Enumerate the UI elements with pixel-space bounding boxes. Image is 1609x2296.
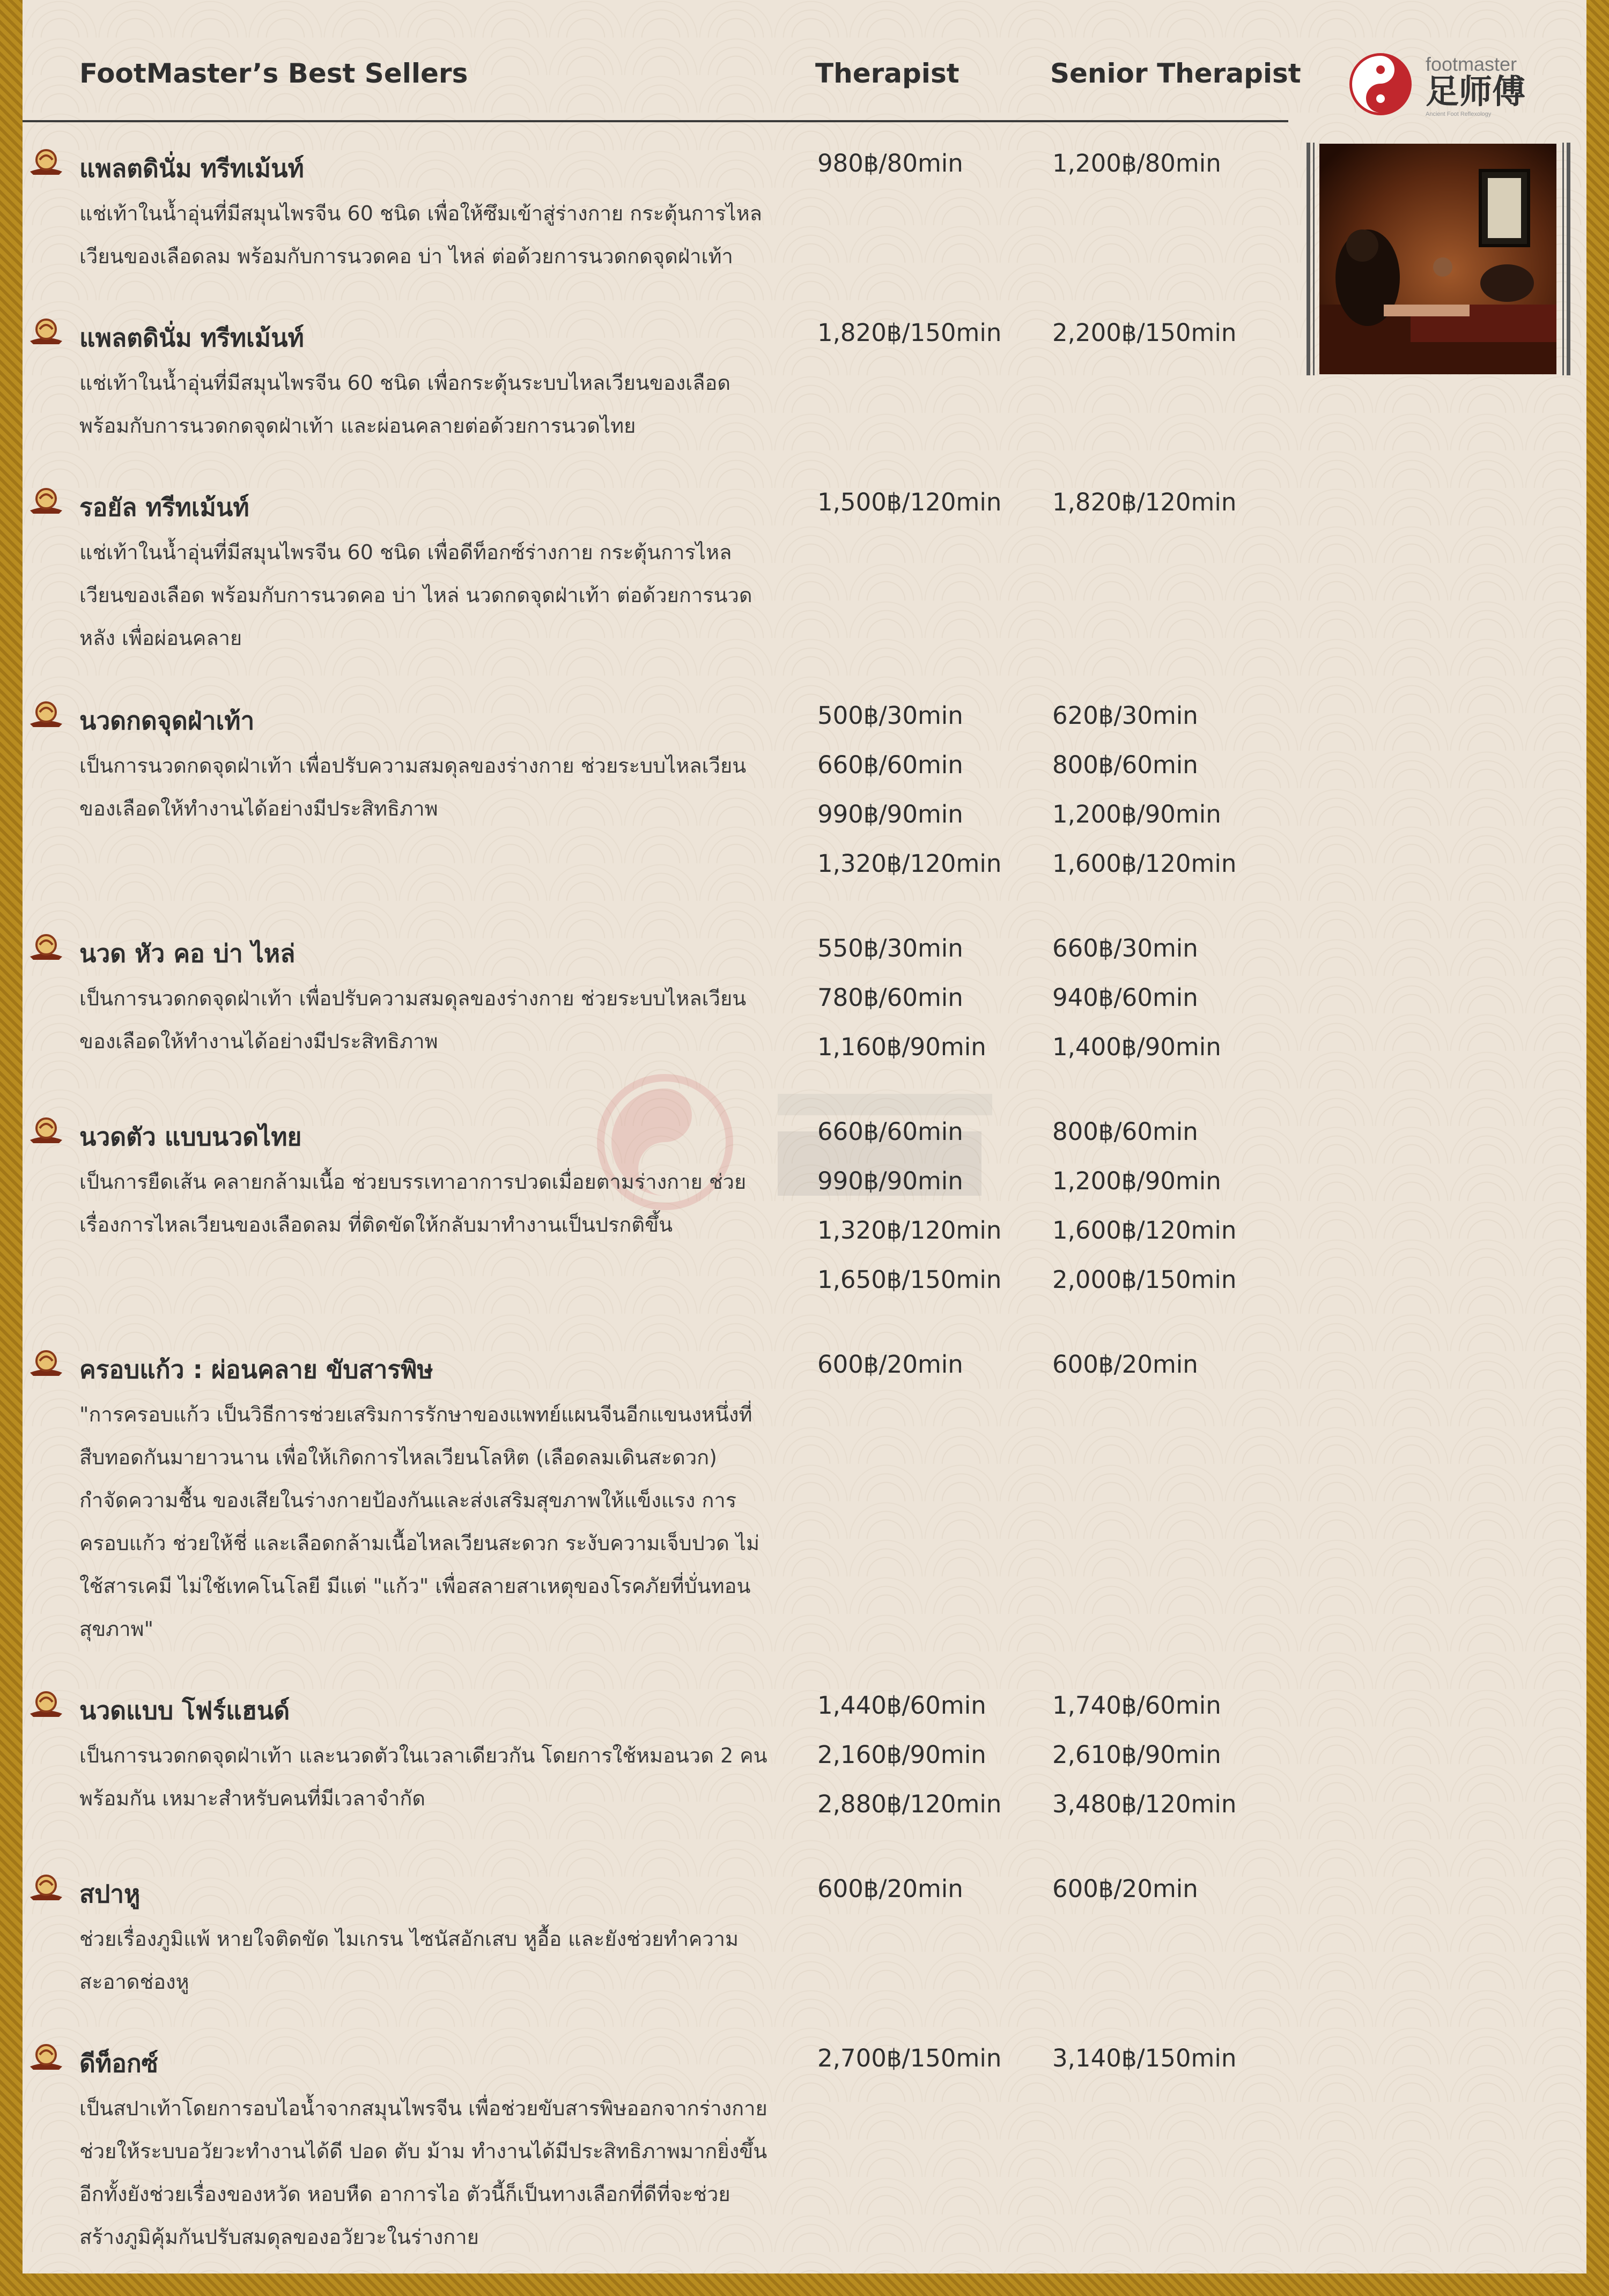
therapist-prices: 1,820฿/150min [817, 319, 1002, 347]
column-header-therapist: Therapist [815, 58, 960, 89]
treatment-description: แช่เท้าในน้ำอุ่นที่มีสมุนไพรจีน 60 ชนิด เพื่อดีท็อกซ์ร่างกาย กระตุ้นการไหล เวียนของเลือด พร้อมกับการนวดคอ บ่า ไหล่ นวดกดจุดฝ่าเท้า ต่อด้วยการนวด หลัง เพื่อผ่อนคลาย [79, 540, 752, 650]
senior-therapist-prices: 600฿/20min [1052, 1875, 1198, 1903]
therapist-prices: 600฿/20min [817, 1350, 963, 1379]
therapist-prices: 660฿/60min 990฿/90min 1,320฿/120min 1,650฿/150min [817, 1117, 1002, 1294]
senior-therapist-prices: 600฿/20min [1052, 1350, 1198, 1379]
therapist-prices: 600฿/20min [817, 1875, 963, 1903]
treatment-title: แพลตดินั่ม ทรีทเม้นท์ [79, 154, 304, 183]
treatment-title: ครอบแก้ว : ผ่อนคลาย ขับสารพิษ [79, 1355, 433, 1384]
treatment-title: ดีท็อกซ์ [79, 2049, 158, 2078]
logo-tagline: Ancient Foot Reflexology [1426, 111, 1492, 117]
treatment-description: เป็นการนวดกดจุดฝ่าเท้า เพื่อปรับความสมดุลของร่างกาย ช่วยระบบไหลเวียน ของเลือดให้ทำงานได้อย่างมีประสิทธิภาพ [79, 987, 747, 1053]
treatment-description: แช่เท้าในน้ำอุ่นที่มีสมุนไพรจีน 60 ชนิด เพื่อกระตุ้นระบบไหลเวียนของเลือด พร้อมกับการนวดกดจุดฝ่าเท้า และผ่อนคลายต่อด้วยการนวดไทย [79, 371, 731, 438]
lantern-icon [27, 1345, 65, 1377]
treatment-title: นวดแบบ โฟร์แฮนด์ [79, 1696, 290, 1725]
footmaster-logo [1347, 49, 1540, 119]
therapist-prices: 500฿/30min 660฿/60min 990฿/90min 1,320฿/120min [817, 701, 1002, 878]
logo-brand-text: footmaster [1426, 53, 1517, 75]
therapist-prices: 1,500฿/120min [817, 488, 1002, 516]
senior-therapist-prices: 620฿/30min 800฿/60min 1,200฿/90min 1,600฿/120min [1052, 701, 1237, 878]
senior-therapist-prices: 1,200฿/80min [1052, 149, 1221, 177]
lantern-icon [27, 313, 65, 345]
lantern-icon [27, 1869, 65, 1901]
lantern-icon [27, 696, 65, 728]
lantern-icon [27, 929, 65, 961]
header-divider [23, 120, 1288, 122]
senior-therapist-prices: 3,140฿/150min [1052, 2044, 1237, 2072]
page-title: FootMaster’s Best Sellers [79, 58, 468, 89]
therapist-prices: 980฿/80min [817, 149, 963, 177]
senior-therapist-prices: 660฿/30min 940฿/60min 1,400฿/90min [1052, 934, 1221, 1061]
spa-room-photo [1319, 144, 1556, 374]
lantern-icon [27, 2039, 65, 2071]
treatment-title: นวดกดจุดฝ่าเท้า [79, 706, 255, 735]
senior-therapist-prices: 1,820฿/120min [1052, 488, 1237, 516]
treatment-title: สปาหู [79, 1879, 141, 1908]
senior-therapist-prices: 2,200฿/150min [1052, 319, 1237, 347]
treatment-title: แพลตดินั่ม ทรีทเม้นท์ [79, 323, 304, 352]
column-header-senior-therapist: Senior Therapist [1050, 58, 1301, 89]
treatment-description: เป็นการนวดกดจุดฝ่าเท้า และนวดตัวในเวลาเดียวกัน โดยการใช้หมอนวด 2 คน พร้อมกัน เหมาะสำหรับคนที่มีเวลาจำกัด [79, 1744, 767, 1810]
lantern-icon [27, 483, 65, 515]
lantern-icon [27, 1112, 65, 1144]
spa-photo-frame [1307, 143, 1570, 375]
treatment-title: นวดตัว แบบนวดไทย [79, 1122, 302, 1151]
treatment-title: นวด หัว คอ บ่า ไหล่ [79, 939, 296, 968]
senior-therapist-prices: 1,740฿/60min 2,610฿/90min 3,480฿/120min [1052, 1691, 1237, 1818]
logo-chinese-text: 足师傅 [1426, 72, 1526, 111]
lantern-icon [27, 1686, 65, 1718]
treatment-description: เป็นสปาเท้าโดยการอบไอน้ำจากสมุนไพรจีน เพื่อช่วยขับสารพิษออกจากร่างกาย ช่วยให้ระบบอวัยวะทำงานได้ดี ปอด ตับ ม้าม ทำงานได้มีประสิทธิภาพมากยิ่งขึ้น อีกทั้งยังช่วยเรื่องของหวัด หอบหืด อาการไอ ตัวนี้ก็เป็นทางเลือกที่ดีที่จะช่วย สร้างภูมิคุ้มกันปรับสมดุลของอวัยวะในร่างกาย [79, 2097, 767, 2249]
treatment-description: เป็นการยืดเส้น คลายกล้ามเนื้อ ช่วยบรรเทาอาการปวดเมื่อยตามร่างกาย ช่วย เรื่องการไหลเวียนของเลือดลม ที่ติดขัดให้กลับมาทำงานเป็นปรกติขึ้น [79, 1170, 747, 1236]
treatment-title: รอยัล ทรีทเม้นท์ [79, 493, 249, 522]
therapist-prices: 550฿/30min 780฿/60min 1,160฿/90min [817, 934, 986, 1061]
therapist-prices: 2,700฿/150min [817, 2044, 1002, 2072]
lantern-icon [27, 144, 65, 176]
senior-therapist-prices: 800฿/60min 1,200฿/90min 1,600฿/120min 2,000฿/150min [1052, 1117, 1237, 1294]
treatment-description: แช่เท้าในน้ำอุ่นที่มีสมุนไพรจีน 60 ชนิด เพื่อให้ซึมเข้าสู่ร่างกาย กระตุ้นการไหล เวียนของเลือดลม พร้อมกับการนวดคอ บ่า ไหล่ ต่อด้วยการนวดกดจุดฝ่าเท้า [79, 202, 762, 268]
treatment-description: เป็นการนวดกดจุดฝ่าเท้า เพื่อปรับความสมดุลของร่างกาย ช่วยระบบไหลเวียน ของเลือดให้ทำงานได้อย่างมีประสิทธิภาพ [79, 754, 747, 820]
treatment-description: "การครอบแก้ว เป็นวิธีการช่วยเสริมการรักษาของแพทย์แผนจีนอีกแขนงหนึ่งที่ สืบทอดกันมายาวนาน เพื่อให้เกิดการไหลเวียนโลหิต (เลือดลมเดินสะดวก) กำจัดความชื้น ของเสียในร่างกายป้องกันและส่งเสริมสุขภาพให้แข็งแรง การ ครอบแก้ว ช่วยให้ชี่ และเลือดกล้ามเนื้อไหลเวียนสะดวก ระงับความเจ็บปวด ไม่ ใช้สารเคมี ไม่ใช้เทคโนโลยี มีแต่ "แก้ว" เพื่อสลายสาเหตุของโรคภัยที่บั่นทอน สุขภาพ" [79, 1403, 760, 1641]
therapist-prices: 1,440฿/60min 2,160฿/90min 2,880฿/120min [817, 1691, 1002, 1818]
treatment-description: ช่วยเรื่องภูมิแพ้ หายใจติดขัด ไมเกรน ไซนัสอักเสบ หูอื้อ และยังช่วยทำความ สะอาดช่องหู [79, 1927, 739, 1994]
